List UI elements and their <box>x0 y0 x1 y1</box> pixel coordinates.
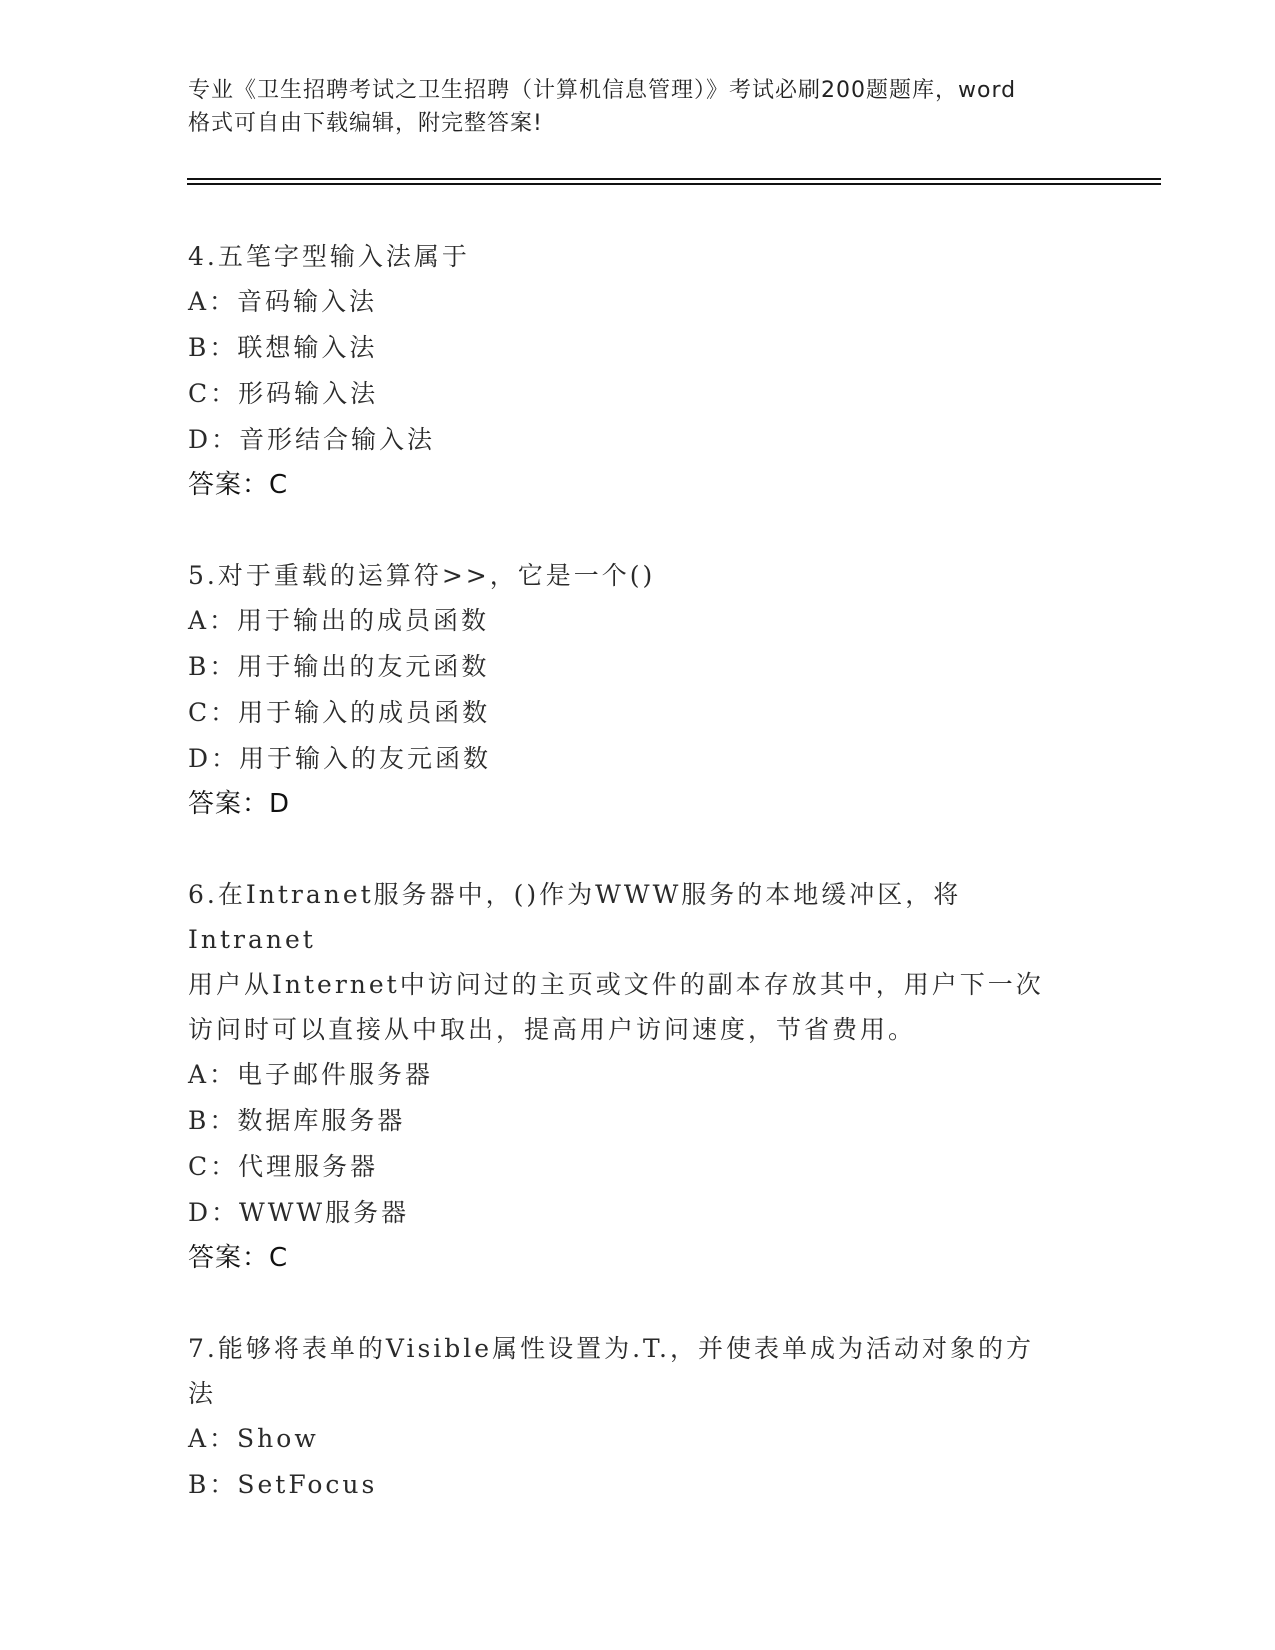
question-7 <box>188 1326 1088 1508</box>
answer-label: 答案：C <box>188 1243 289 1273</box>
option-d: D：音形结合输入法 <box>188 425 436 454</box>
option-b: B：联想输入法 <box>188 333 378 362</box>
question-stem: 5.对于重载的运算符>>，它是一个() <box>188 561 656 590</box>
question-stem-line-2: 法 <box>188 1379 217 1408</box>
option-a: A：音码输入法 <box>188 287 378 316</box>
header-divider-top <box>187 178 1161 180</box>
question-stem: 4.五笔字型输入法属于 <box>188 242 470 271</box>
question-stem-line-3: 访问时可以直接从中取出，提高用户访问速度，节省费用。 <box>188 1015 917 1044</box>
question-4 <box>188 234 1088 508</box>
option-c: C：形码输入法 <box>188 379 379 408</box>
question-stem-line-2: 用户从Internet中访问过的主页或文件的副本存放其中，用户下一次 <box>188 970 1044 999</box>
option-c: C：代理服务器 <box>188 1152 379 1181</box>
answer-label: 答案：C <box>188 470 289 500</box>
question-6 <box>188 872 1088 1281</box>
option-d: D：WWW服务器 <box>188 1198 410 1227</box>
answer-label: 答案：D <box>188 789 291 819</box>
document-header <box>188 74 1088 140</box>
header-line-1: 专业《卫生招聘考试之卫生招聘（计算机信息管理）》考试必刷200题题库，word <box>188 78 1017 103</box>
header-line-2: 格式可自由下载编辑，附完整答案! <box>188 111 543 136</box>
option-b: B：数据库服务器 <box>188 1106 406 1135</box>
question-5 <box>188 553 1088 827</box>
option-b: B：SetFocus <box>188 1470 378 1499</box>
option-a: A：用于输出的成员函数 <box>188 606 490 635</box>
option-a: A：电子邮件服务器 <box>188 1060 434 1089</box>
question-list <box>188 234 1088 1553</box>
option-c: C：用于输入的成员函数 <box>188 698 491 727</box>
header-divider-bottom <box>187 183 1161 185</box>
option-b: B：用于输出的友元函数 <box>188 652 490 681</box>
option-a: A：Show <box>188 1424 319 1453</box>
option-d: D：用于输入的友元函数 <box>188 744 492 773</box>
question-stem-line-1: 7.能够将表单的Visible属性设置为.T.，并使表单成为活动对象的方 <box>188 1334 1034 1363</box>
question-stem-line-1: 6.在Intranet服务器中，()作为WWW服务的本地缓冲区，将Intranet <box>188 880 962 954</box>
